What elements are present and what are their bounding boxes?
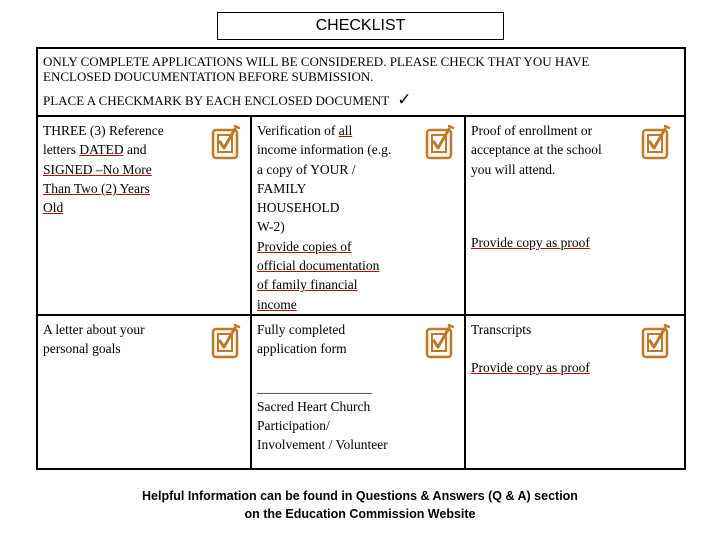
checklist-title: CHECKLIST — [217, 12, 504, 40]
cell-text: Participation/ — [257, 418, 330, 434]
cell-text: A letter about your — [43, 322, 145, 337]
checklist-clipboard-icon[interactable] — [208, 322, 244, 362]
reference-letters-cell — [43, 121, 164, 217]
cell-text: Sacred Heart Church — [257, 398, 371, 414]
instructions-line-2: ENCLOSED DOUCUMENTATION BEFORE SUBMISSION. — [43, 69, 374, 84]
cell-text: W-2) — [257, 219, 285, 235]
cell-text: Fully completed — [257, 322, 346, 337]
cell-text: Old — [43, 200, 64, 216]
instructions-line-3: PLACE A CHECKMARK BY EACH ENCLOSED DOCUMENT — [43, 93, 390, 108]
cell-text: FAMILY — [257, 180, 307, 196]
blank-line: _________________ — [257, 379, 372, 395]
cell-text: THREE (3) Reference — [43, 123, 164, 138]
cell-text: HOUSEHOLD — [257, 200, 340, 216]
instructions-line-1: ONLY COMPLETE APPLICATIONS WILL BE CONSIDERED. PLEASE CHECK THAT YOU HAVE — [43, 54, 590, 69]
cell-text: Than Two (2) Years — [43, 180, 150, 196]
column-divider-2 — [464, 117, 466, 468]
cell-text: official documentation — [257, 258, 380, 274]
cell-text: of family financial — [257, 277, 358, 293]
personal-goals-cell — [43, 320, 145, 359]
checklist-table — [36, 47, 686, 470]
cell-text: Proof of enrollment or — [471, 123, 593, 138]
footer-line-1: Helpful Information can be found in Questions & Answers (Q & A) section — [142, 489, 578, 503]
column-divider-1 — [250, 117, 252, 468]
cell-text: income information (e.g. — [257, 142, 392, 158]
cell-text: Provide copy as proof — [471, 234, 590, 250]
income-verification-cell — [257, 121, 391, 314]
signed-text: SIGNED — [43, 161, 93, 177]
transcripts-cell — [471, 320, 590, 378]
cell-text: personal goals — [43, 341, 121, 357]
cell-text: a copy of YOUR / — [257, 161, 356, 177]
cell-text: application form — [257, 341, 347, 357]
all-text: all — [338, 123, 353, 138]
cell-text: acceptance at the school — [471, 142, 602, 158]
checklist-clipboard-icon[interactable] — [422, 322, 458, 362]
cell-text: Provide copy as proof — [471, 360, 590, 376]
checklist-clipboard-icon[interactable] — [638, 123, 674, 163]
enrollment-proof-cell — [471, 121, 602, 252]
cell-text: Involvement / Volunteer — [257, 437, 388, 453]
row-divider — [38, 314, 684, 316]
cell-text: income — [257, 296, 297, 312]
footer-line-2: on the Education Commission Website — [244, 507, 476, 521]
cell-text: Transcripts — [471, 322, 532, 337]
application-form-cell — [257, 320, 388, 455]
checklist-clipboard-icon[interactable] — [638, 322, 674, 362]
cell-text: Verification of — [257, 123, 336, 138]
cell-text: Provide copies of — [257, 238, 352, 254]
checklist-clipboard-icon[interactable] — [208, 123, 244, 163]
cell-text: letters — [43, 142, 76, 158]
checkmark-symbol: ✓ — [397, 90, 412, 110]
instructions-header — [38, 49, 684, 117]
checklist-clipboard-icon[interactable] — [422, 123, 458, 163]
cell-text: you will attend. — [471, 161, 556, 177]
cell-text: –No More — [95, 161, 152, 177]
dated-text: DATED — [79, 142, 124, 158]
cell-text: and — [127, 142, 147, 158]
helpful-info-footer — [0, 487, 720, 523]
